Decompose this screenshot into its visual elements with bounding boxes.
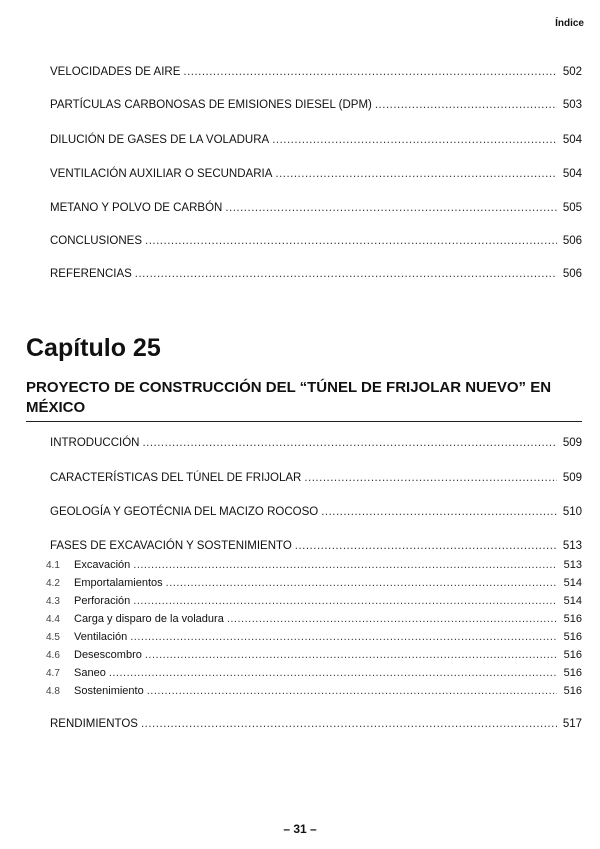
running-header: Índice xyxy=(555,18,584,29)
toc-entry[interactable] xyxy=(22,99,582,113)
toc-entry-page: 504 xyxy=(562,134,582,146)
toc-entry-title: RENDIMIENTOS xyxy=(50,718,138,730)
toc-entry-title: CONCLUSIONES xyxy=(50,235,143,247)
toc-subentry-number: 4.3 xyxy=(46,596,60,607)
toc-subentry-page: 516 xyxy=(563,685,582,697)
toc-entry-page: 509 xyxy=(562,437,582,449)
leader-dots xyxy=(147,685,557,697)
toc-subentry[interactable] xyxy=(22,685,582,698)
toc-entry[interactable] xyxy=(22,718,582,732)
toc-entry-title: VELOCIDADES DE AIRE xyxy=(50,66,181,78)
toc-entry-page: 517 xyxy=(562,718,582,730)
leader-dots xyxy=(295,540,557,552)
toc-subentry-page: 516 xyxy=(563,667,582,679)
toc-entry[interactable] xyxy=(22,235,582,249)
toc-subentry[interactable] xyxy=(22,667,582,680)
leader-dots xyxy=(145,235,557,247)
leader-dots xyxy=(225,202,557,214)
toc-entry-page: 506 xyxy=(562,235,582,247)
toc-entry-title: CARACTERÍSTICAS DEL TÚNEL DE FRIJOLAR xyxy=(50,472,302,484)
toc-subentry-page: 516 xyxy=(563,613,582,625)
toc-entry-title: INTRODUCCIÓN xyxy=(50,437,140,449)
toc-subentry-number: 4.1 xyxy=(46,560,60,571)
toc-subentry-number: 4.2 xyxy=(46,578,60,589)
page-number: – 31 – xyxy=(283,822,317,836)
leader-dots xyxy=(133,559,557,571)
toc-entry-page: 509 xyxy=(562,472,582,484)
chapter-divider xyxy=(26,421,582,422)
toc-entry[interactable] xyxy=(22,134,582,148)
toc-subentry-title: Excavación xyxy=(74,559,131,571)
toc-entry[interactable] xyxy=(22,540,582,554)
toc-entry-title: PARTÍCULAS CARBONOSAS DE EMISIONES DIESEL (DPM) xyxy=(50,99,372,111)
toc-entry[interactable] xyxy=(22,472,582,486)
toc-subentry[interactable] xyxy=(22,595,582,608)
toc-subentry-number: 4.5 xyxy=(46,632,60,643)
toc-subentry-page: 516 xyxy=(563,649,582,661)
toc-entry[interactable] xyxy=(22,202,582,216)
toc-entry-page: 505 xyxy=(562,202,582,214)
toc-subentry-title: Saneo xyxy=(74,667,106,679)
toc-subentry-title: Desescombro xyxy=(74,649,142,661)
toc-subentry-title: Ventilación xyxy=(74,631,128,643)
leader-dots xyxy=(109,667,557,679)
toc-subentry-title: Emportalamientos xyxy=(74,577,163,589)
leader-dots xyxy=(275,168,557,180)
toc-entry[interactable] xyxy=(22,66,582,80)
toc-subentry[interactable] xyxy=(22,631,582,644)
chapter-label: Capítulo 25 xyxy=(26,334,161,362)
toc-entry[interactable] xyxy=(22,268,582,282)
toc-entry-page: 504 xyxy=(562,168,582,180)
toc-entry-page: 503 xyxy=(562,99,582,111)
toc-entry-title: METANO Y POLVO DE CARBÓN xyxy=(50,202,223,214)
leader-dots xyxy=(145,649,557,661)
leader-dots xyxy=(321,506,557,518)
toc-subentry-page: 513 xyxy=(563,559,582,571)
toc-entry-page: 513 xyxy=(562,540,582,552)
toc-entry-page: 502 xyxy=(562,66,582,78)
leader-dots xyxy=(135,268,557,280)
leader-dots xyxy=(141,718,557,730)
toc-subentry-number: 4.7 xyxy=(46,668,60,679)
leader-dots xyxy=(272,134,557,146)
toc-entry[interactable] xyxy=(22,168,582,182)
leader-dots xyxy=(130,631,557,643)
toc-entry-page: 506 xyxy=(562,268,582,280)
toc-entry-title: DILUCIÓN DE GASES DE LA VOLADURA xyxy=(50,134,270,146)
toc-subentry[interactable] xyxy=(22,649,582,662)
leader-dots xyxy=(375,99,557,111)
leader-dots xyxy=(227,613,557,625)
leader-dots xyxy=(183,66,557,78)
leader-dots xyxy=(304,472,557,484)
toc-subentry-page: 514 xyxy=(563,595,582,607)
toc-entry-title: VENTILACIÓN AUXILIAR O SECUNDARIA xyxy=(50,168,273,180)
chapter-title: PROYECTO DE CONSTRUCCIÓN DEL “TÚNEL DE FRIJOLAR NUEVO” EN MÉXICO xyxy=(26,379,552,416)
toc-entry-title: GEOLOGÍA Y GEOTÉCNIA DEL MACIZO ROCOSO xyxy=(50,506,319,518)
toc-entry[interactable] xyxy=(22,437,582,451)
leader-dots xyxy=(142,437,557,449)
toc-subentry[interactable] xyxy=(22,559,582,572)
toc-subentry-title: Sostenimiento xyxy=(74,685,144,697)
toc-subentry-title: Carga y disparo de la voladura xyxy=(74,613,224,625)
leader-dots xyxy=(166,577,557,589)
toc-subentry-page: 514 xyxy=(563,577,582,589)
toc-subentry-number: 4.4 xyxy=(46,614,60,625)
toc-entry-title: REFERENCIAS xyxy=(50,268,132,280)
toc-subentry[interactable] xyxy=(22,577,582,590)
toc-entry[interactable] xyxy=(22,506,582,520)
toc-subentry-number: 4.6 xyxy=(46,650,60,661)
toc-entry-title: FASES DE EXCAVACIÓN Y SOSTENIMIENTO xyxy=(50,540,292,552)
toc-subentry-page: 516 xyxy=(563,631,582,643)
leader-dots xyxy=(133,595,557,607)
toc-subentry-number: 4.8 xyxy=(46,686,60,697)
toc-subentry-title: Perforación xyxy=(74,595,131,607)
toc-subentry[interactable] xyxy=(22,613,582,626)
toc-entry-page: 510 xyxy=(562,506,582,518)
